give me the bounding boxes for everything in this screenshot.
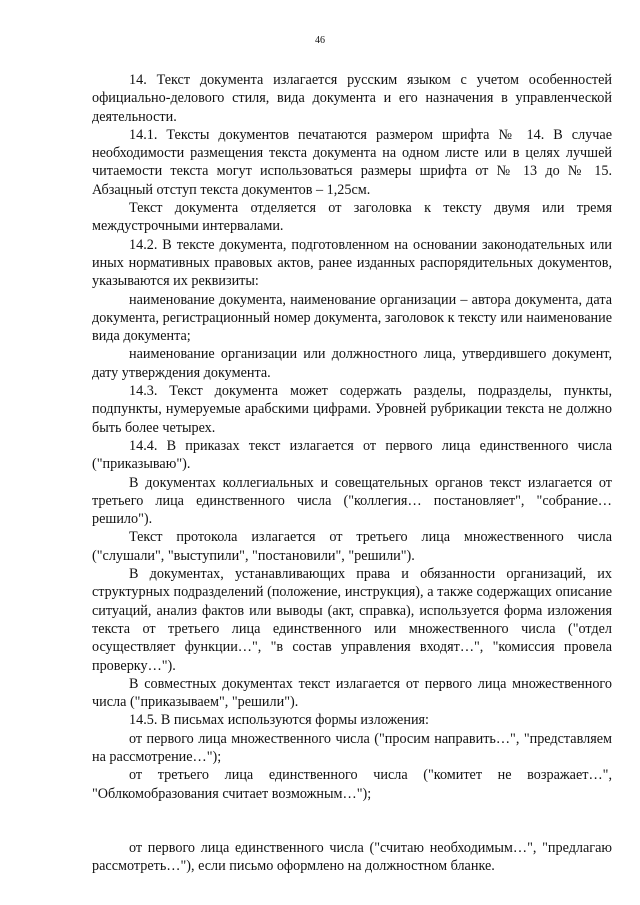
- paragraph-requisites-document: наименование документа, наименование организации – автора документа, дата документа, регистрационный номер документа, заголовок к тексту или наименование вида документа;: [92, 291, 612, 345]
- paragraph-14-5: 14.5. В письмах используются формы изложения:: [129, 712, 430, 729]
- paragraph-requisites-approval: наименование организации или должностного лица, утвердившего документ, дату утверждения документа.: [92, 346, 612, 381]
- paragraph-protocol: Текст протокола излагается от третьего лица множественного числа ("слушали", "выступили", "постановили", "решили").: [92, 529, 612, 564]
- paragraph-collegial-bodies: В документах коллегиальных и совещательных органов текст излагается от третьего лица единственного числа ("коллегия… постановляет", "собрание… решило").: [92, 474, 612, 528]
- paragraph-header-spacing: Текст документа отделяется от заголовка к тексту двумя или тремя междустрочными интервалами.: [92, 200, 612, 235]
- paragraph-joint-documents: В совместных документах текст излагается от первого лица множественного числа ("приказываем", "решили").: [92, 675, 612, 711]
- paragraph-14-3: 14.3. Текст документа может содержать разделы, подразделы, пункты, подпункты, нумеруемые арабскими цифрами. Уровней рубрикации текста не должно быть более четырех.: [92, 383, 612, 436]
- paragraph-letters-first-singular: от первого лица единственного числа ("считаю необходимым…", "предлагаю рассмотреть…"), если письмо оформлено на должностном бланке.: [92, 839, 612, 875]
- paragraph-14-2: 14.2. В тексте документа, подготовленном на основании законодательных или иных нормативных правовых актов, ранее изданных распорядительных документов, указываются их реквизиты:: [92, 236, 612, 290]
- paragraph-14-1: 14.1. Тексты документов печатаются размером шрифта № 14. В случае необходимости размещения текста документа на одном листе или в целях лучшей читаемости текста могут использоваться размеры шрифта от № 13 до № 15. Абзацный отступ текста документов – 1,25см.: [92, 126, 612, 198]
- document-body: [92, 71, 612, 875]
- paragraph-14: 14. Текст документа излагается русским языком с учетом особенностей официально-делового стиля, вида документа и его назначения в управленческой деятельности.: [92, 72, 612, 125]
- page-number: 46: [315, 35, 325, 46]
- paragraph-rights-duties: В документах, устанавливающих права и обязанности организаций, их структурных подразделений (положение, инструкция), а также содержащих описание ситуаций, анализ фактов или выводы (акт, справка), используется форма изложения текста от третьего лица единственного или множественного числа ("отдел осуществляет функции…", "в состав управления входят…", "комиссия провела проверку…").: [92, 566, 612, 674]
- paragraph-14-4: 14.4. В приказах текст излагается от первого лица единственного числа ("приказываю").: [92, 437, 612, 473]
- paragraph-letters-first-plural: от первого лица множественного числа ("просим направить…", "представляем на рассмотрение…");: [92, 730, 612, 765]
- paragraph-letters-third-singular: от третьего лица единственного числа ("комитет не возражает…", "Облкомобразования считает возможным…");: [92, 767, 612, 802]
